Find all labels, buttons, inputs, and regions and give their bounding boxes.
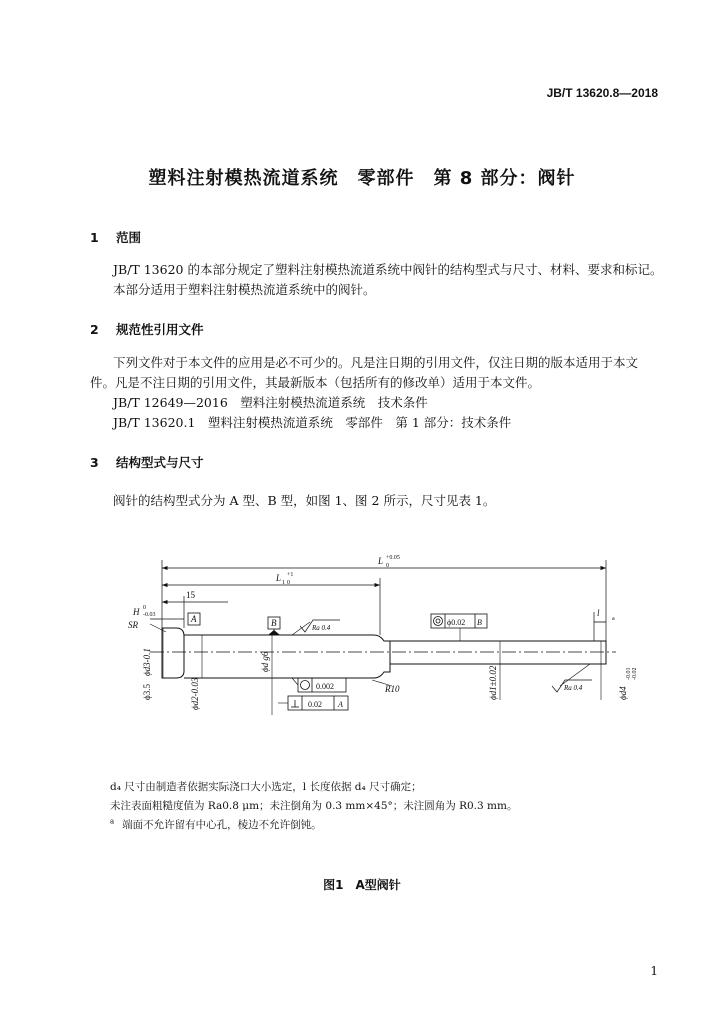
dim-tol: 0 bbox=[287, 580, 290, 586]
section-heading-3 bbox=[90, 453, 204, 471]
dim-label-d1: ϕd1±0.02 bbox=[488, 665, 498, 700]
pin-head bbox=[162, 628, 184, 678]
note-marker: a bbox=[110, 817, 115, 826]
dim-label-d3: ϕd3-0.1 bbox=[142, 648, 152, 676]
dim-label-d35: ϕ3.5 bbox=[142, 684, 152, 700]
note-text: 端面不允许留有中心孔，棱边不允许倒钝。 bbox=[122, 819, 322, 831]
dim-label-d2: ϕd2-0.03 bbox=[190, 677, 200, 710]
dim-label-15: 15 bbox=[186, 590, 195, 600]
dim-tol: 0 bbox=[386, 563, 389, 569]
paragraph: 阀针的结构型式分为 A 型、B 型，如图 1、图 2 所示，尺寸见表 1。 bbox=[113, 493, 496, 508]
dim-label-dg6: ϕd g6 bbox=[260, 651, 270, 672]
perpendicular-value: 0.02 bbox=[308, 700, 322, 709]
dim-label-H: H bbox=[133, 607, 140, 617]
paragraph: 件。凡是不注日期的引用文件，其最新版本（包括所有的修改单）适用于本文件。 bbox=[90, 375, 541, 390]
pin-stem bbox=[390, 641, 606, 664]
label-sr: SR bbox=[128, 620, 138, 630]
standard-number: JB/T 13620.8—2018 bbox=[546, 86, 658, 100]
page-number: 1 bbox=[650, 964, 658, 978]
dim-sub: 1 bbox=[282, 580, 285, 586]
reference-item: JB/T 12649—2016 塑料注射模热流道系统 技术条件 bbox=[113, 395, 428, 410]
figure-note: 未注表面粗糙度值为 Ra0.8 μm；未注倒角为 0.3 mm×45°；未注圆角为 R0.3 mm。 bbox=[110, 800, 518, 812]
section-heading-1 bbox=[90, 228, 141, 246]
dim-tol: +1 bbox=[287, 572, 294, 578]
figure-note bbox=[110, 817, 322, 832]
roughness-label-stem: Ra 0.4 bbox=[564, 684, 583, 692]
note-marker-a: a bbox=[612, 616, 615, 622]
label-r10: R10 bbox=[385, 684, 400, 694]
dim-tol: -0.03 bbox=[143, 612, 156, 618]
dim-tol: 0 bbox=[143, 605, 146, 611]
dim-label-L1: L bbox=[276, 573, 282, 583]
datum-a-label: A bbox=[191, 614, 197, 624]
roughness-label: Ra 0.4 bbox=[312, 624, 331, 632]
section-title: 范围 bbox=[116, 230, 142, 245]
section-number: 1 bbox=[90, 230, 99, 245]
section-number: 2 bbox=[90, 322, 99, 337]
section-heading-2 bbox=[90, 320, 204, 338]
section-number: 3 bbox=[90, 455, 99, 470]
paragraph: 本部分适用于塑料注射模热流道系统中的阀针。 bbox=[113, 282, 376, 297]
dim-label-L: L bbox=[378, 556, 384, 566]
concentricity-value: ϕ0.02 bbox=[447, 618, 466, 627]
dim-label-d4: ϕd4 bbox=[618, 686, 628, 700]
figure-caption: 图1 A型阀针 bbox=[323, 878, 401, 892]
figure-note: d₄ 尺寸由制造者依据实际浇口大小选定，l 长度依据 d₄ 尺寸确定； bbox=[110, 781, 422, 793]
reference-item: JB/T 13620.1 塑料注射模热流道系统 零部件 第 1 部分：技术条件 bbox=[113, 415, 512, 430]
paragraph: 下列文件对于本文件的应用是必不可少的。凡是注日期的引用文件，仅注日期的版本适用于本文 bbox=[113, 355, 639, 370]
dim-tol: +0.05 bbox=[386, 555, 400, 561]
document-title: 塑料注射模热流道系统 零部件 第 8 部分：阀针 bbox=[148, 168, 576, 189]
section-title: 结构型式与尺寸 bbox=[116, 455, 204, 470]
dim-tol: -0.02 bbox=[632, 667, 638, 680]
datum-b-label: B bbox=[271, 618, 277, 628]
concentricity-ref: B bbox=[477, 618, 482, 627]
dim-tol: -0.01 bbox=[626, 667, 632, 680]
dim-label-l: l bbox=[597, 608, 600, 618]
circularity-value: 0.002 bbox=[316, 682, 334, 691]
perpendicular-ref: A bbox=[338, 700, 343, 709]
pin-body bbox=[184, 635, 390, 678]
valve-pin-drawing bbox=[0, 540, 724, 740]
section-title: 规范性引用文件 bbox=[116, 322, 204, 337]
paragraph: JB/T 13620 的本部分规定了塑料注射模热流道系统中阀针的结构型式与尺寸、材料、要求和标记。 bbox=[113, 262, 663, 277]
